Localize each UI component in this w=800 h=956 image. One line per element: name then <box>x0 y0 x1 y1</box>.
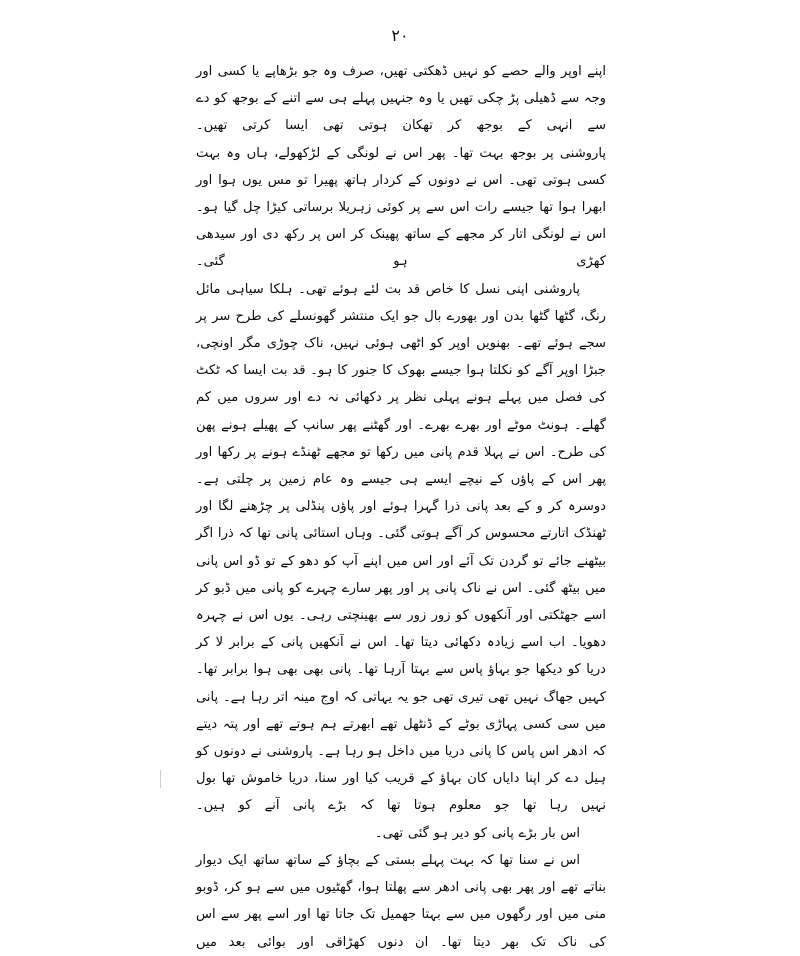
paragraph: اس بار بڑے پانی کو دیر ہو گئی تھی۔ <box>374 825 580 841</box>
paragraph: پاروشنی اپنی نسل کا خاص قد بت لئے ہوئے تھی۔ ہلکا سیاہی مائل رنگ، گٹھا گٹھا بدن اور بھورے بال جو ایک منتشر گھونسلے کی طرح سر پر سجے ہوئے تھے۔ بھنویں اوپر کو اٹھی ہوئی نہیں، ناک چوڑی مگر اونچی، جبڑا اوپر آگے کو نکلتا ہوا جیسے بھوک کا جنور کا ہو۔ قد بت ایسا کہ ٹکٹ کی فصل میں پہلے ہونے پہلی نظر پر دکھائی نہ دے اور سروں میں کم گھلے۔ ہونٹ موٹے اور بھرے بھرے۔ اور گھٹنے پھر سانپ کے پھیلے ہونے پھن کی طرح۔ اس نے پہلا قدم پانی میں رکھا تو مجھے ٹھنڈے ہونے پر رکھا اور پھر اس کے پاؤں کے نیچے ایسے ہی جیسے وہ عام زمین پر چلتی ہے۔ دوسرہ کر و کے بعد پانی ذرا گہرا ہوئے اور پاؤں پنڈلی پر چڑھنے لگا اور ٹھنڈک اتارتے محسوس کر آگے ہوتی گئی۔ وہاں استائی پانی تھا کہ ذرا اگر بیٹھنے جائے تو گردن تک آئے اور اس میں اپنے آپ کو دھو کے تو ڈو اس پانی میں بیٹھ گئی۔ اس نے ناک پانی پر اور پھر سارے چہرے کو پانی میں ڈبو کر اسے جھٹکتی اور آنکھوں کو زور زور سے بھینچتی رہی۔ یوں اس نے چہرہ دھویا۔ اب اسے زیادہ دکھائی دیتا تھا۔ اس نے آنکھیں پانی کے برابر لا کر دریا کو دیکھا جو بہاؤ پاس سے بہتا آرہا تھا۔ پانی بھی بھی ہوا برابر تھا۔ کہیں جھاگ نہیں تھی تیری تھی جو یہ یہاتی کہ اوج مینہ اتر رہا ہے۔ پانی میں سی کسی پہاڑی بوٹے کے ڈنٹھل تھے ابھرتے ہم ہوتے تھے اور پتہ دیتے کہ ادھر اس پاس کا پانی دریا میں داخل ہو رہا ہے۔ پاروشنی نے دونوں کو ہیل دے کر اپنا دایاں کان بہاؤ کے قریب کیا اور سنا، دریا خاموش تھا بول نہیں رہا تھا جو معلوم ہوتا تھا کہ بڑے پانی آنے کو ہیں۔ <box>196 281 606 814</box>
paragraph: اپنے اوپر والے حصے کو نہیں ڈھکتی تھیں، صرف وہ جو بڑھاپے یا کسی اور وجہ سے ڈھیلی پڑ چکی تھیں یا وہ جنہیں پہلے ہی سے اتنے کے بوجھ کو دے سے انہی کے بوجھ کر تھکان ہوتی تھی ایسا کرتی تھیں۔ <box>196 64 606 134</box>
paragraph: اس نے سنا تھا کہ بہت پہلے بستی کے بچاؤ کے ساتھ ساتھ ایک دیوار بناتے تھے اور پھر بھی پانی ادھر سے پھلتا ہوا، گھٹیوں میں سے ہو کر، ڈوبو منی میں اور رگھوں میں سے بہتا جھمیل تک جاتا تھا اور اسے پھر سے اس کی ناک تک بھر دیتا تھا۔ ان دنوں کھڑاقی اور بوائی بعد میں <box>196 852 606 950</box>
page-number: ٢٠ <box>391 26 409 45</box>
scan-edge-mark <box>160 770 161 788</box>
paragraph: پاروشنی پر بوجھ بہت تھا۔ پھر اس نے لونگی کے لڑکھولے، ہاں وہ بہت کسی ہوتی تھی۔ اس نے دونوں کے کردار ہاتھ پھیرا تو مس یوں ہوا اور ابھرا ہوا تھا جیسے رات اس سے پر کوئی زہریلا برساتی کیڑا چل گیا ہو۔ اس نے لونگی اتار کر مجھے کے ساتھ پھینک کر اس پر رکھ دی اور سیدھی کھڑی ہو گئی۔ <box>196 145 606 270</box>
page-text-body <box>196 58 606 956</box>
